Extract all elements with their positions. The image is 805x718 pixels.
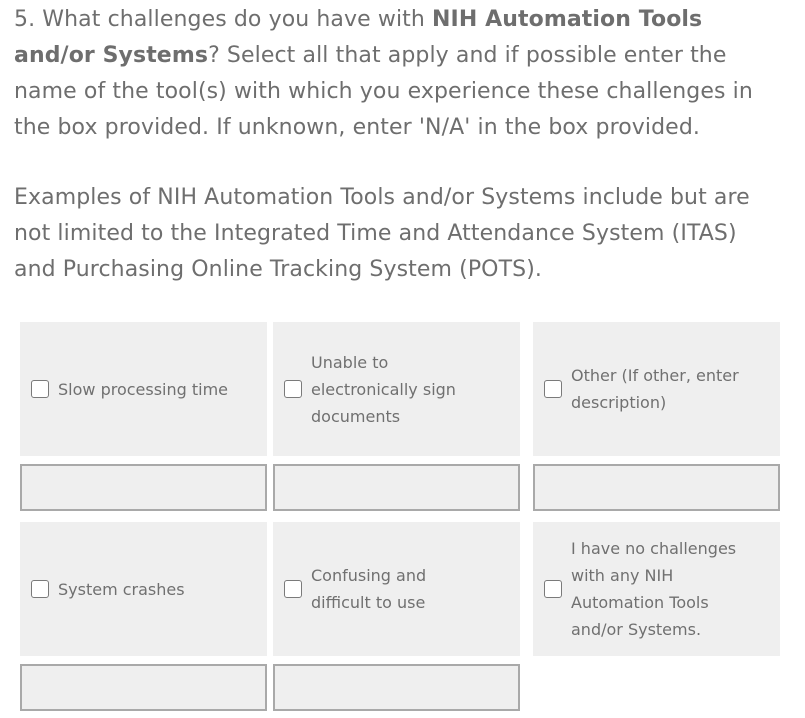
question-prefix: 5. What challenges do you have with xyxy=(14,7,433,32)
other-description-input[interactable] xyxy=(533,464,780,511)
checkbox[interactable] xyxy=(544,380,562,398)
confusing-difficult-tool-input[interactable] xyxy=(273,664,520,711)
unable-to-sign-tool-input[interactable] xyxy=(273,464,520,511)
question-text xyxy=(14,2,784,146)
option-label: Other (If other, enter description) xyxy=(571,366,739,412)
checkbox[interactable] xyxy=(31,380,49,398)
option-label: Slow processing time xyxy=(58,379,229,399)
checkbox[interactable] xyxy=(284,380,302,398)
checkbox[interactable] xyxy=(284,580,302,598)
question-suffix: ? Select all that apply and if possible enter the name of the tool(s) with which you experience these challenges in the box provided. If unknown, enter 'N/A' in the box provided. xyxy=(14,43,753,140)
examples-text: Examples of NIH Automation Tools and/or Systems include but are not limited to the Integrated Time and Attendance System (ITAS) and Purchasing Online Tracking System (POTS). xyxy=(14,185,750,282)
option-label: System crashes xyxy=(58,579,185,599)
checkbox[interactable] xyxy=(31,580,49,598)
option-label: I have no challenges with any NIH Automation Tools and/or Systems. xyxy=(571,539,737,639)
option-system-crashes[interactable] xyxy=(20,522,267,656)
option-confusing-difficult[interactable] xyxy=(273,522,520,656)
option-no-challenges[interactable] xyxy=(533,522,780,656)
slow-processing-tool-input[interactable] xyxy=(20,464,267,511)
option-unable-to-sign[interactable] xyxy=(273,322,520,456)
option-label: Unable to electronically sign documents xyxy=(311,352,456,426)
option-label: Confusing and difficult to use xyxy=(311,566,427,612)
system-crashes-tool-input[interactable] xyxy=(20,664,267,711)
option-slow-processing-time[interactable] xyxy=(20,322,267,456)
checkbox[interactable] xyxy=(544,580,562,598)
question-bold-term: NIH Automation Tools and/or Systems xyxy=(14,7,703,68)
option-other[interactable] xyxy=(533,322,780,456)
